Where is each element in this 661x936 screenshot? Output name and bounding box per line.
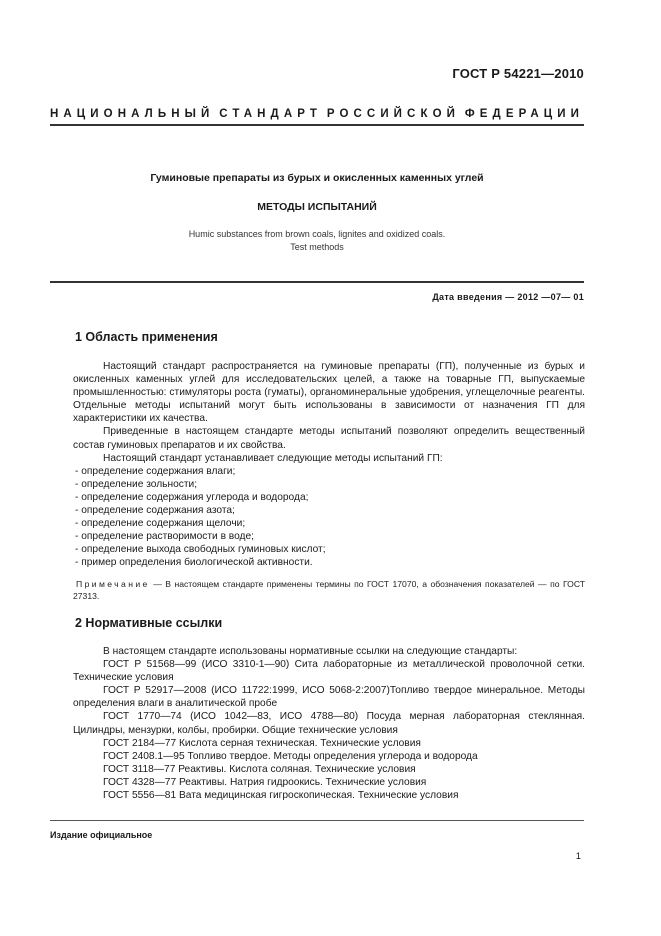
banner-word-1: НАЦИОНАЛЬНЫЙ (50, 108, 215, 120)
list-item: - определение содержания углерода и водорода; (75, 491, 309, 503)
list-item: - определение содержания азота; (75, 505, 235, 517)
document-title-en (50, 228, 584, 253)
national-standard-banner (50, 108, 584, 120)
banner-word-2: СТАНДАРТ (219, 108, 322, 120)
section-2-body (73, 645, 585, 802)
section-1-note (73, 578, 585, 602)
top-rule (50, 124, 584, 126)
list-item: - определение содержания щелочи; (75, 518, 246, 530)
note-text: — В настоящем стандарте применены термины по ГОСТ 17070, а обозначения показателей — по ГОСТ 27313. (73, 579, 585, 601)
reference-item: ГОСТ 4328—77 Реактивы. Натрия гидроокись. Технические условия (103, 776, 427, 788)
list-item: - определение зольности; (75, 478, 198, 490)
section-1-paragraph-2: Приведенные в настоящем стандарте методы испытаний позволяют определить вещественный состав гуминовых препаратов и их свойства. (73, 426, 585, 451)
document-subtitle: МЕТОДЫ ИСПЫТАНИЙ (257, 201, 377, 213)
section-2-heading: 2 Нормативные ссылки (75, 616, 223, 630)
reference-item: ГОСТ 2184—77 Кислота серная техническая. Технические условия (103, 737, 421, 749)
reference-item: ГОСТ Р 51568—99 (ИСО 3310-1—90) Сита лабораторные из металлической проволочной сетки. Технические условия (73, 659, 585, 684)
section-2-lead: В настоящем стандарте использованы нормативные ссылки на следующие стандарты: (103, 646, 518, 657)
section-1-heading: 1 Область применения (75, 330, 218, 344)
reference-item: ГОСТ 1770—74 (ИСО 1042—83, ИСО 4788—80) Посуда мерная лабораторная стеклянная. Цилиндры, мензурки, колбы, пробирки. Общие технические условия (73, 711, 585, 736)
title-en-line-1: Humic substances from brown coals, lignites and oxidized coals. (188, 229, 446, 239)
banner-word-4: ФЕДЕРАЦИИ (464, 108, 584, 120)
standard-code: ГОСТ Р 54221—2010 (452, 66, 584, 81)
list-item: - определение растворимости в воде; (75, 531, 254, 543)
page-number: 1 (575, 851, 581, 862)
section-1-paragraph-3: Настоящий стандарт устанавливает следующие методы испытаний ГП: (103, 452, 443, 464)
document-title-ru: Гуминовые препараты из бурых и окисленных каменных углей (150, 172, 484, 184)
title-en-line-2: Test methods (290, 241, 344, 252)
list-item: - определение выхода свободных гуминовых кислот; (75, 544, 326, 556)
reference-item: ГОСТ Р 52917—2008 (ИСО 11722:1999, ИСО 5068-2:2007)Топливо твердое минеральное. Методы определения влаги в аналитической пробе (73, 685, 585, 710)
list-item: - пример определения биологической активности. (75, 557, 313, 569)
title-rule (50, 281, 584, 283)
banner-word-3: РОССИЙСКОЙ (326, 108, 460, 120)
reference-item: ГОСТ 5556—81 Вата медицинская гигроскопическая. Технические условия (103, 790, 459, 802)
reference-item: ГОСТ 2408.1—95 Топливо твердое. Методы определения углерода и водорода (103, 750, 478, 762)
introduction-date: Дата введения — 2012 —07— 01 (432, 292, 584, 302)
list-item: - определение содержания влаги; (75, 465, 236, 477)
edition-label: Издание официальное (50, 830, 153, 840)
reference-item: ГОСТ 3118—77 Реактивы. Кислота соляная. Технические условия (103, 763, 416, 775)
footer-rule (50, 820, 584, 821)
section-1-body (73, 360, 585, 570)
section-1-paragraph-1: Настоящий стандарт распространяется на гуминовые препараты (ГП), полученные из бурых и окисленных каменных углей для исследовательских целей, а также на товарные ГП, выпускаемые промышленностью: стимуляторы роста (гуматы), органоминеральные удобрения, углещелочные реагенты. Отдельные методы испытаний могут быть использованы в зависимости от назначения ГП для характеристики их качества. (73, 361, 585, 425)
note-label: Примечание (76, 579, 150, 589)
